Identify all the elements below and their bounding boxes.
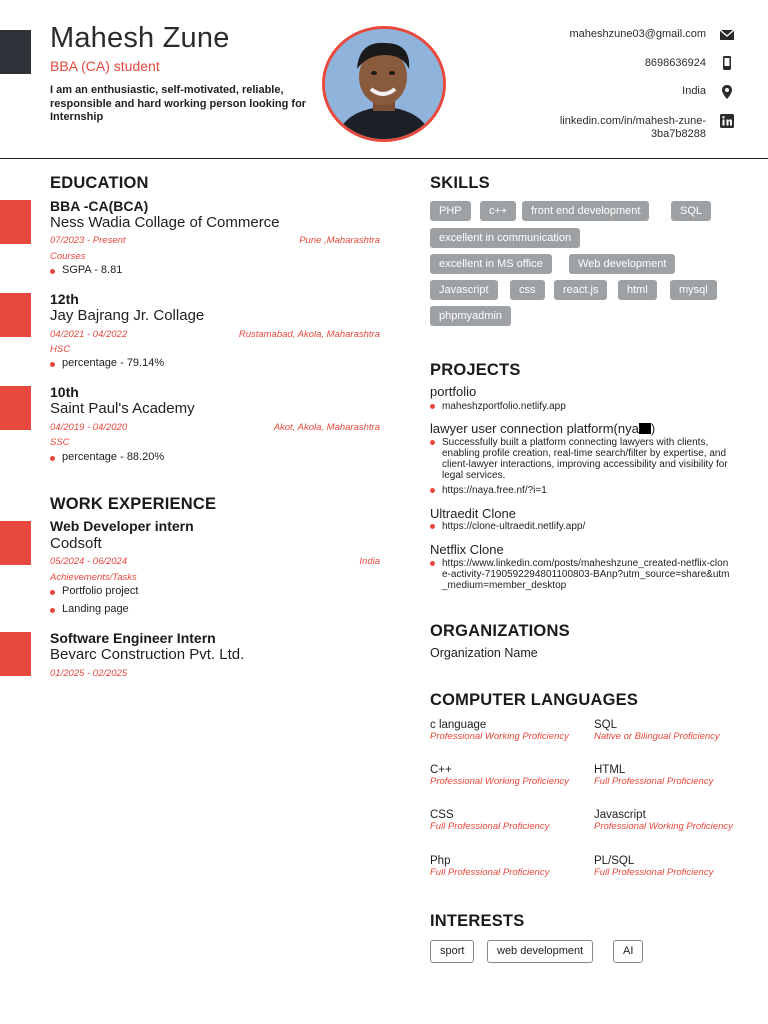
project-name: portfolio [430,384,477,399]
project-link[interactable]: maheshzportfolio.netlify.app [430,401,742,412]
work-dates: 05/2024 - 06/2024 [50,556,128,567]
skill-tag: excellent in communication [430,228,580,248]
education-marker [0,293,31,337]
education-school: Ness Wadia Collage of Commerce [50,214,280,231]
linkedin-icon [719,113,735,129]
work-role: Web Developer intern [50,518,194,534]
education-degree: 12th [50,291,79,307]
education-location: Rustamabad, Akola, Maharashtra [238,329,380,340]
language-level: Professional Working Proficiency [594,821,733,832]
language-level: Professional Working Proficiency [430,731,569,742]
language-name: SQL [594,719,618,731]
language-item [594,809,744,833]
work-company: Codsoft [50,535,102,552]
education-dates: 07/2023 - Present [50,235,126,246]
language-name: c language [430,719,487,731]
contact-email[interactable]: maheshzune03@gmail.com [569,28,706,40]
skill-tag: html [618,280,657,300]
work-heading: WORK EXPERIENCE [50,495,217,513]
skills-heading: SKILLS [430,174,490,192]
project-name: Netflix Clone [430,542,504,557]
language-level: Native or Bilingual Proficiency [594,731,720,742]
portrait-illustration [325,29,443,139]
linkedin-line-1: linkedin.com/in/mahesh-zune- [559,115,706,127]
project-link[interactable]: https://clone-ultraedit.netlify.app/ [430,521,742,532]
work-marker [0,632,31,676]
candidate-role: BBA (CA) student [50,58,160,74]
skill-tag: SQL [671,201,711,221]
education-dates: 04/2021 - 04/2022 [50,329,128,340]
header-divider [0,158,768,159]
work-task: Portfolio project [50,585,138,597]
language-level: Full Professional Proficiency [594,776,714,787]
skill-tag: c++ [480,201,516,221]
project-description: Successfully built a platform connecting lawyers with clients, enabling profile creation, real-time search/filter by expertise, and client-lawyer interactions, improving accessibility and visibility for legal services. [430,437,744,481]
education-degree: 10th [50,384,79,400]
language-name: Javascript [594,809,646,821]
skill-tag: PHP [430,201,471,221]
education-school: Jay Bajrang Jr. Collage [50,307,205,324]
language-level: Full Professional Proficiency [594,867,714,878]
skill-tag: react.js [554,280,607,300]
projects-heading: PROJECTS [430,361,521,379]
interest-tag: web development [487,940,593,963]
languages-heading: COMPUTER LANGUAGES [430,691,639,709]
skill-tag: Javascript [430,280,498,300]
organizations-heading: ORGANIZATIONS [430,622,570,640]
education-detail: SGPA - 8.81 [50,264,122,276]
education-marker [0,200,31,244]
language-item [594,855,744,879]
project-name-text: lawyer user connection platform(nya [430,421,639,436]
language-name: PL/SQL [594,855,635,867]
project-name: Ultraedit Clone [430,506,516,521]
project-name-suffix: ) [650,421,656,436]
education-detail: percentage - 88.20% [50,451,164,463]
skill-tag: phpmyadmin [430,306,511,326]
language-name: CSS [430,809,454,821]
work-location: India [359,556,380,567]
education-label: SSC [50,437,70,448]
education-school: Saint Paul's Academy [50,400,195,417]
linkedin-line-2: 3ba7b8288 [650,128,706,140]
education-detail: percentage - 79.14% [50,357,164,369]
language-item [594,719,744,743]
interest-tag: sport [430,940,474,963]
education-label: Courses [50,251,86,262]
education-marker [0,386,31,430]
language-item [430,719,580,743]
skill-tag: mysql [670,280,717,300]
skill-tag: front end development [522,201,649,221]
candidate-name: Mahesh Zune [50,22,230,54]
profile-photo [322,26,446,142]
interests-heading: INTERESTS [430,912,525,930]
language-name: HTML [594,764,626,776]
contact-phone[interactable]: 8698636924 [644,57,706,69]
language-name: C++ [430,764,452,776]
envelope-icon [719,27,735,43]
interest-tag: AI [613,940,643,963]
work-task: Landing page [50,603,129,615]
language-item [430,764,580,788]
project-name [430,421,655,436]
language-item [430,809,580,833]
language-item [594,764,744,788]
work-marker [0,521,31,565]
work-company: Bevarc Construction Pvt. Ltd. [50,646,245,663]
education-dates: 04/2019 - 04/2020 [50,422,128,433]
skill-tag: excellent in MS office [430,254,552,274]
skill-tag: Web development [569,254,675,274]
work-dates: 01/2025 - 02/2025 [50,668,128,679]
contact-location: India [682,85,706,97]
mobile-phone-icon [719,55,735,71]
education-degree: BBA -CA(BCA) [50,198,149,214]
language-item [430,855,580,879]
contact-linkedin[interactable] [560,115,706,141]
education-location: Akot, Akola, Maharashtra [273,422,380,433]
redaction-block [639,423,651,434]
candidate-summary: I am an enthusiastic, self-motivated, reliable, responsible and hard working person looking for Internship [50,84,307,123]
education-heading: EDUCATION [50,174,149,192]
project-link[interactable]: https://naya.free.nf/?i=1 [430,485,742,496]
language-level: Full Professional Proficiency [430,821,550,832]
education-label: HSC [50,344,71,355]
education-location: Pune ,Maharashtra [299,235,380,246]
organization-name: Organization Name [430,646,538,660]
language-name: Php [430,855,451,867]
skill-tag: css [510,280,545,300]
project-link[interactable]: https://www.linkedin.com/posts/maheshzune_created-netflix-clone-activity-7190592294801100803-BAnp?utm_source=share&utm_medium=member_desktop [430,558,732,591]
map-pin-icon [719,84,735,100]
work-role: Software Engineer Intern [50,630,216,646]
language-level: Full Professional Proficiency [430,867,550,878]
language-level: Professional Working Proficiency [430,776,569,787]
work-label: Achievements/Tasks [50,572,137,583]
header-accent-bar [0,30,31,74]
